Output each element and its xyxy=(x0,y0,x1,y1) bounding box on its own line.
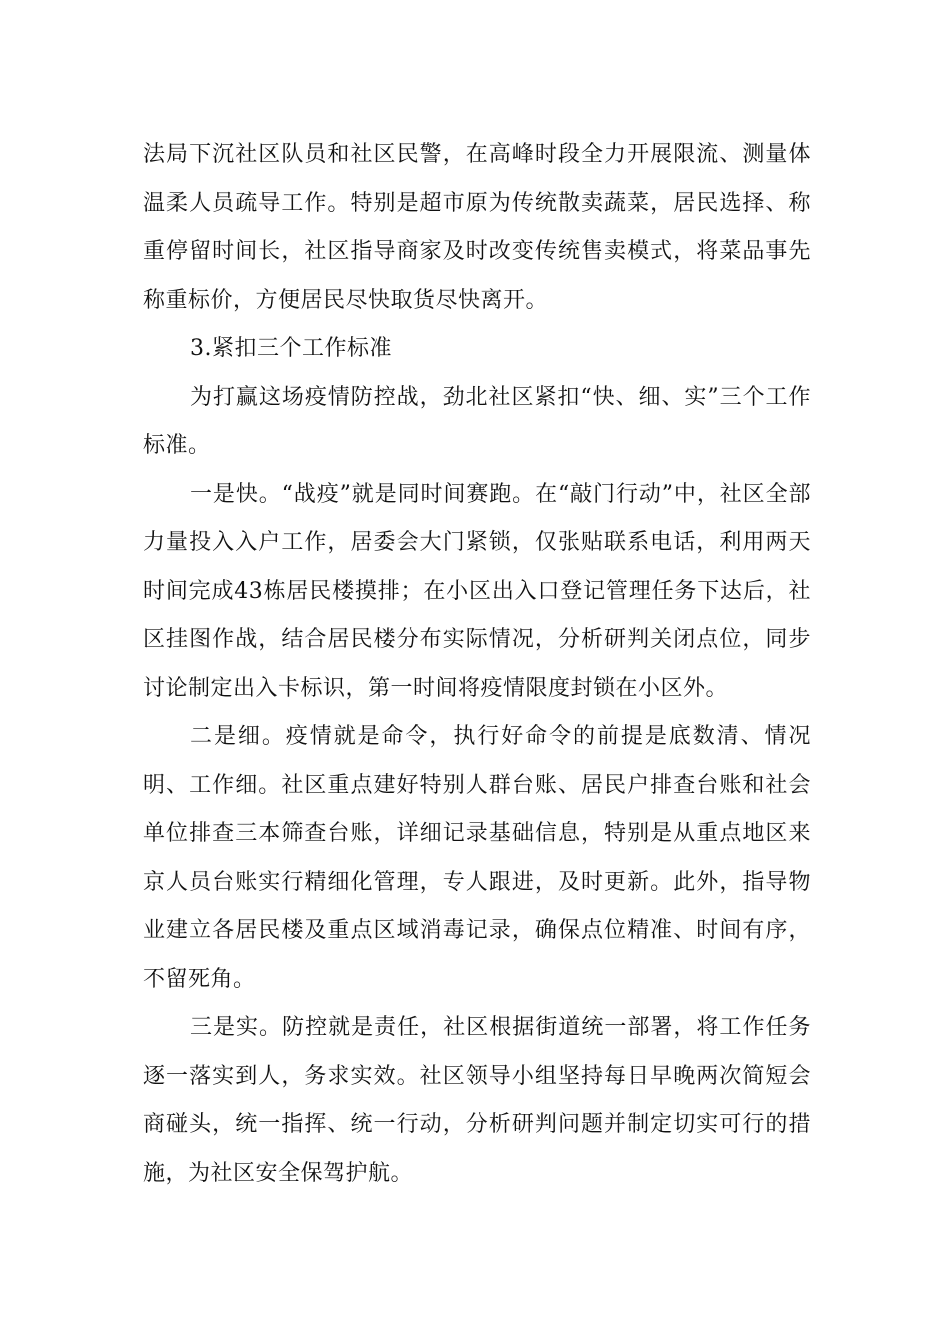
document-body xyxy=(143,131,811,1198)
paragraph-continuation: 法局下沉社区队员和社区民警，在高峰时段全力开展限流、测量体温柔人员疏导工作。特别是超市原为传统散卖蔬菜，居民选择、称重停留时间长，社区指导商家及时改变传统售卖模式，将菜品事先称重标价，方便居民尽快取货尽快离开。 xyxy=(143,142,811,313)
paragraph-detailed: 二是细。疫情就是命令，执行好命令的前提是底数清、情况明、工作细。社区重点建好特别人群台账、居民户排查台账和社会单位排查三本筛查台账，详细记录基础信息，特别是从重点地区来京人员台账实行精细化管理，专人跟进，及时更新。此外，指导物业建立各居民楼及重点区域消毒记录，确保点位精准、时间有序，不留死角。 xyxy=(143,724,811,992)
paragraph-practical: 三是实。防控就是责任，社区根据街道统一部署，将工作任务逐一落实到人，务求实效。社区领导小组坚持每日早晚两次简短会商碰头，统一指挥、统一行动，分析研判问题并制定切实可行的措施，为社区安全保驾护航。 xyxy=(143,1015,811,1186)
section-heading: 3.紧扣三个工作标准 xyxy=(190,336,392,361)
paragraph-intro: 为打赢这场疫情防控战，劲北社区紧扣“快、细、实”三个工作标准。 xyxy=(143,384,811,458)
paragraph-fast: 一是快。“战疫”就是同时间赛跑。在“敲门行动”中，社区全部力量投入入户工作，居委会大门紧锁，仅张贴联系电话，利用两天时间完成43栋居民楼摸排；在小区出入口登记管理任务下达后，社区挂图作战，结合居民楼分布实际情况，分析研判关闭点位，同步讨论制定出入卡标识，第一时间将疫情限度封锁在小区外。 xyxy=(143,481,811,701)
